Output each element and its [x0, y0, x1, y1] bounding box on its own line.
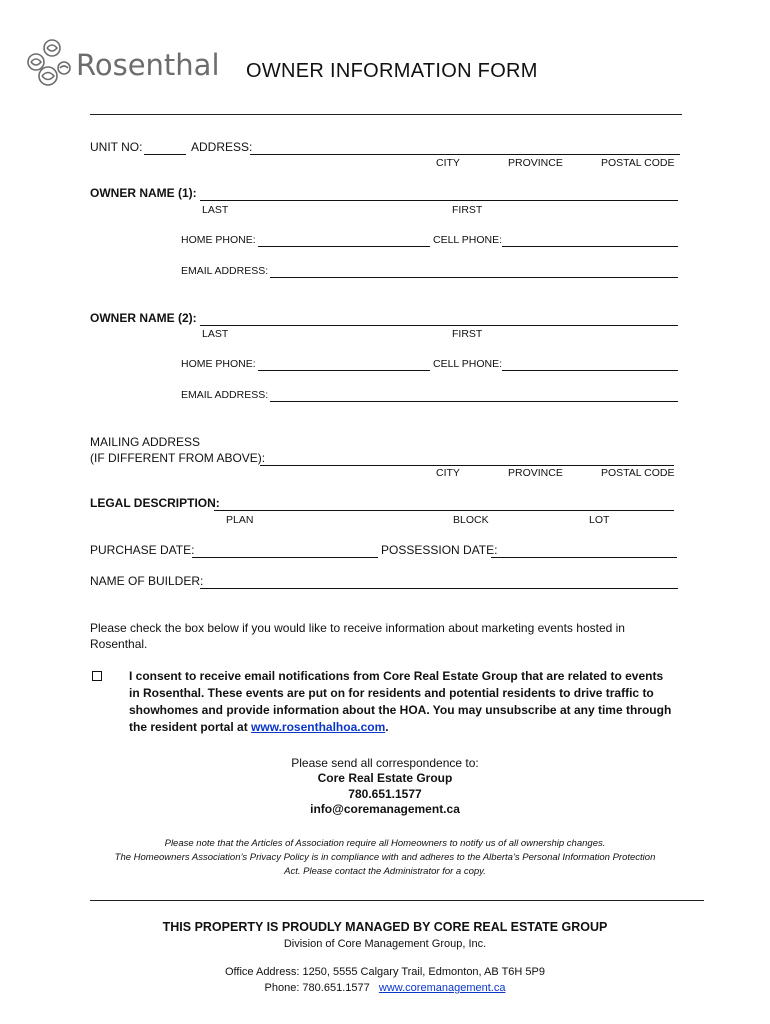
- possession-date-field[interactable]: [491, 557, 677, 558]
- mailing-label-line2: (IF DIFFERENT FROM ABOVE):: [90, 451, 266, 465]
- owner1-home-phone-field[interactable]: [258, 246, 430, 247]
- owner2-label: OWNER NAME (2):: [90, 311, 197, 325]
- possession-date-label: POSSESSION DATE:: [381, 543, 498, 557]
- owner2-email-field[interactable]: [270, 401, 678, 402]
- division-line: Division of Core Management Group, Inc.: [283, 938, 487, 950]
- owner1-last-caption: LAST: [202, 204, 229, 216]
- owner2-home-phone-field[interactable]: [258, 370, 430, 371]
- address-label: ADDRESS:: [191, 140, 253, 154]
- owner2-first-caption: FIRST: [452, 328, 483, 340]
- consent-checkbox[interactable]: [92, 671, 102, 681]
- mailing-postal-caption: POSTAL CODE: [601, 467, 675, 479]
- builder-label: NAME OF BUILDER:: [90, 574, 204, 588]
- footer-phone-line: [85, 982, 685, 994]
- managed-by-banner: THIS PROPERTY IS PROUDLY MANAGED BY CORE REAL ESTATE GROUP: [162, 920, 608, 934]
- correspondence-email: info@coremanagement.ca: [310, 802, 460, 816]
- rosenthal-hoa-link[interactable]: www.rosenthalhoa.com: [251, 720, 386, 734]
- office-address: Office Address: 1250, 5555 Calgary Trail, Edmonton, AB T6H 5P9: [225, 966, 545, 978]
- consent-line1: I consent to receive email notifications from Core Real Estate Group that are related to events: [129, 669, 664, 683]
- note-line3: Act. Please contact the Administrator for a copy.: [284, 866, 486, 877]
- owner1-cell-phone-label: CELL PHONE:: [433, 234, 503, 246]
- legal-description-label: LEGAL DESCRIPTION:: [90, 496, 220, 510]
- core-management-link[interactable]: www.coremanagement.ca: [378, 982, 506, 994]
- consent-line2: in Rosenthal. These events are put on for residents and potential residents to drive traffic to: [129, 686, 654, 700]
- rose-logo-icon: [22, 38, 76, 90]
- note-line2: The Homeowners Association’s Privacy Policy is in compliance with and adheres to the Alberta’s Personal Information Protection: [114, 852, 656, 863]
- mailing-province-caption: PROVINCE: [508, 467, 563, 479]
- address-postal-caption: POSTAL CODE: [601, 157, 675, 169]
- owner1-first-caption: FIRST: [452, 204, 483, 216]
- title-divider: [90, 114, 682, 115]
- consent-line3: showhomes and provide information about the HOA. You may unsubscribe at any time through: [129, 703, 672, 717]
- footer-divider: [90, 900, 704, 901]
- consent-line4: [129, 720, 389, 734]
- unit-label: UNIT NO:: [90, 140, 143, 154]
- builder-field[interactable]: [200, 588, 678, 589]
- owner2-home-phone-label: HOME PHONE:: [181, 358, 256, 370]
- legal-plan-caption: PLAN: [226, 514, 254, 526]
- owner2-cell-phone-field[interactable]: [502, 370, 678, 371]
- purchase-date-field[interactable]: [192, 557, 378, 558]
- owner1-name-field[interactable]: [200, 200, 678, 201]
- form-title: OWNER INFORMATION FORM: [246, 60, 538, 82]
- address-field[interactable]: [250, 154, 680, 155]
- owner1-email-field[interactable]: [270, 277, 678, 278]
- marketing-intro-line2: Rosenthal.: [90, 637, 148, 651]
- correspondence-phone: 780.651.1577: [348, 787, 422, 801]
- address-province-caption: PROVINCE: [508, 157, 563, 169]
- owner1-email-label: EMAIL ADDRESS:: [181, 265, 269, 277]
- owner2-last-caption: LAST: [202, 328, 229, 340]
- consent-line4-suffix: .: [385, 720, 389, 734]
- unit-field[interactable]: [144, 154, 186, 155]
- legal-block-caption: BLOCK: [453, 514, 489, 526]
- owner2-email-label: EMAIL ADDRESS:: [181, 389, 269, 401]
- consent-line4-prefix: the resident portal at: [129, 720, 248, 734]
- legal-lot-caption: LOT: [589, 514, 610, 526]
- owner1-home-phone-label: HOME PHONE:: [181, 234, 256, 246]
- owner1-label: OWNER NAME (1):: [90, 186, 197, 200]
- brand-name: Rosenthal: [76, 48, 220, 82]
- address-city-caption: CITY: [436, 157, 460, 169]
- legal-description-field[interactable]: [214, 510, 674, 511]
- note-line1: Please note that the Articles of Association require all Homeowners to notify us of all ownership changes.: [164, 838, 606, 849]
- correspondence-company: Core Real Estate Group: [317, 771, 453, 785]
- marketing-intro-line1: Please check the box below if you would like to receive information about marketing events hosted in: [90, 621, 625, 635]
- mailing-city-caption: CITY: [436, 467, 460, 479]
- mailing-address-field[interactable]: [260, 465, 674, 466]
- mailing-label-line1: MAILING ADDRESS: [90, 435, 201, 449]
- owner2-cell-phone-label: CELL PHONE:: [433, 358, 503, 370]
- logo: [22, 36, 222, 92]
- footer-phone: Phone: 780.651.1577: [264, 982, 370, 994]
- owner2-name-field[interactable]: [200, 325, 678, 326]
- correspondence-intro: Please send all correspondence to:: [291, 756, 479, 770]
- owner1-cell-phone-field[interactable]: [502, 246, 678, 247]
- purchase-date-label: PURCHASE DATE:: [90, 543, 195, 557]
